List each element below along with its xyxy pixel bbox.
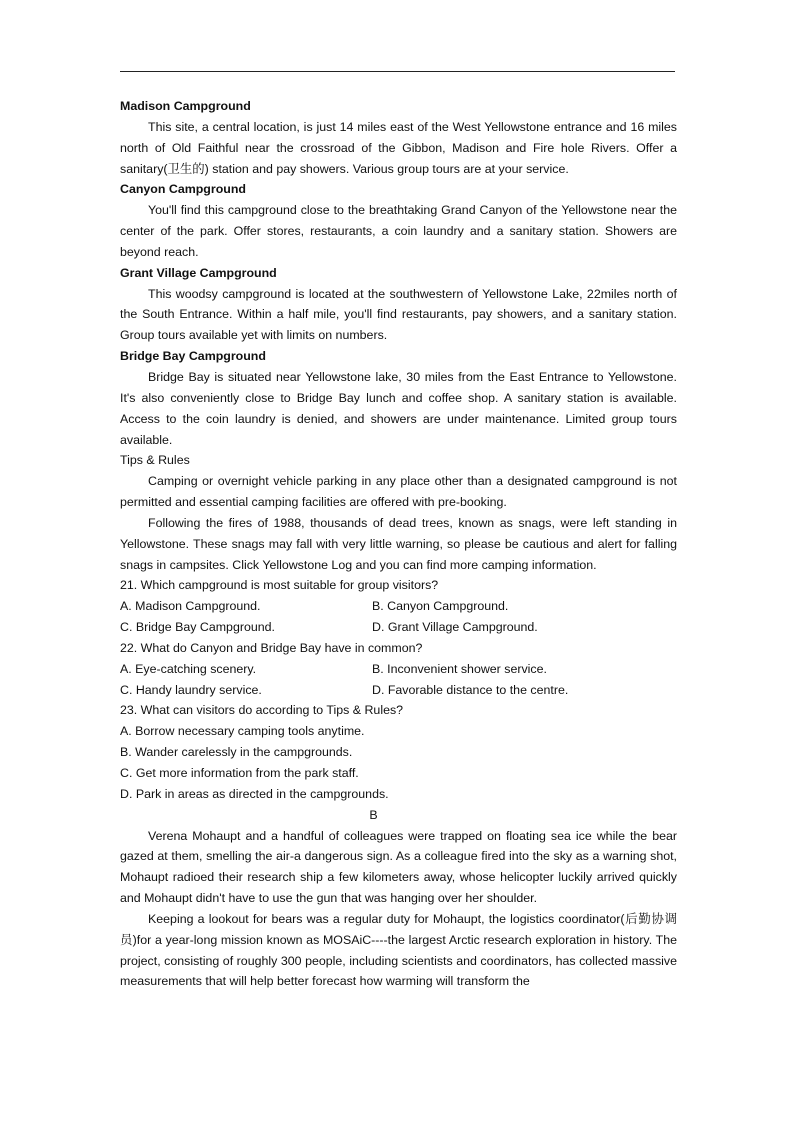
- option-c: C. Bridge Bay Campground.: [120, 620, 275, 635]
- question-22: [120, 638, 677, 701]
- paragraph: Keeping a lookout for bears was a regular duty for Mohaupt, the logistics coordinator(后勤协调员)for a year-long mission known as MOSAiC----the largest Arctic research exploration in history. The project, consisting of roughly 300 people, including scientists and coordinators, has collected massive measurements that will help better forecast how warming will transform the: [120, 911, 677, 989]
- section-heading: Bridge Bay Campground: [120, 349, 266, 364]
- question-text: 21. Which campground is most suitable for group visitors?: [120, 578, 439, 593]
- paragraph: This site, a central location, is just 14 miles east of the West Yellowstone entrance and 16 miles north of Old Faithful near the crossroad of the Gibbon, Madison and Fire hole Rivers. Offer a sanitary(卫生的) station and pay showers. Various group tours are at your service.: [120, 119, 677, 176]
- option-a: A. Eye-catching scenery.: [120, 661, 257, 676]
- question-21: [120, 575, 677, 638]
- header-rule: [120, 71, 675, 72]
- section-heading: Madison Campground: [120, 99, 251, 113]
- option-a: A. Borrow necessary camping tools anytime.: [120, 724, 365, 739]
- section-heading: Grant Village Campground: [120, 265, 277, 280]
- option-d: D. Favorable distance to the centre.: [372, 682, 569, 697]
- section-heading: Canyon Campground: [120, 182, 246, 197]
- section-heading: Tips & Rules: [120, 453, 190, 468]
- paragraph: Following the fires of 1988, thousands of dead trees, known as snags, were left standing in Yellowstone. These snags may fall with very little warning, so please be cautious and alert for falling snags in campsites. Click Yellowstone Log and you can find more camping information.: [120, 515, 677, 572]
- option-b: B. Wander carelessly in the campgrounds.: [120, 745, 353, 760]
- option-b: B. Inconvenient shower service.: [372, 661, 547, 676]
- document-body: [120, 96, 677, 992]
- option-c: C. Get more information from the park staff.: [120, 766, 359, 780]
- paragraph: You'll find this campground close to the breathtaking Grand Canyon of the Yellowstone near the center of the park. Offer stores, restaurants, a coin laundry and a sanitary station. Showers are beyond reach.: [120, 203, 677, 259]
- question-23: [120, 700, 677, 804]
- paragraph: Bridge Bay is situated near Yellowstone lake, 30 miles from the East Entrance to Yellowstone. It's also conveniently close to Bridge Bay lunch and coffee shop. A sanitary station is available. Access to the coin laundry is denied, and showers are under maintenance. Limited group tours available.: [120, 369, 677, 447]
- option-d: D. Grant Village Campground.: [372, 620, 538, 635]
- paragraph: This woodsy campground is located at the southwestern of Yellowstone Lake, 22miles north of the South Entrance. Within a half mile, you'll find restaurants, pay showers, and a sanitary station. Group tours available yet with limits on numbers.: [120, 286, 677, 343]
- passage-label: B: [369, 807, 378, 822]
- paragraph: Camping or overnight vehicle parking in any place other than a designated campground is not permitted and essential camping facilities are offered with pre-booking.: [120, 474, 677, 510]
- option-c: C. Handy laundry service.: [120, 682, 262, 697]
- question-text: 22. What do Canyon and Bridge Bay have in common?: [120, 640, 423, 655]
- paragraph: Verena Mohaupt and a handful of colleagues were trapped on floating sea ice while the bear gazed at them, smelling the air-a dangerous sign. As a colleague fired into the sky as a warning shot, Mohaupt radioed their research ship a few kilometers away, whose helicopter luckily arrived quickly and Mohaupt didn't have to use the gun that was hanging over her shoulder.: [120, 828, 677, 906]
- option-d: D. Park in areas as directed in the campgrounds.: [120, 786, 389, 801]
- option-a: A. Madison Campground.: [120, 599, 261, 614]
- option-b: B. Canyon Campground.: [372, 599, 509, 614]
- question-text: 23. What can visitors do according to Tips & Rules?: [120, 703, 404, 718]
